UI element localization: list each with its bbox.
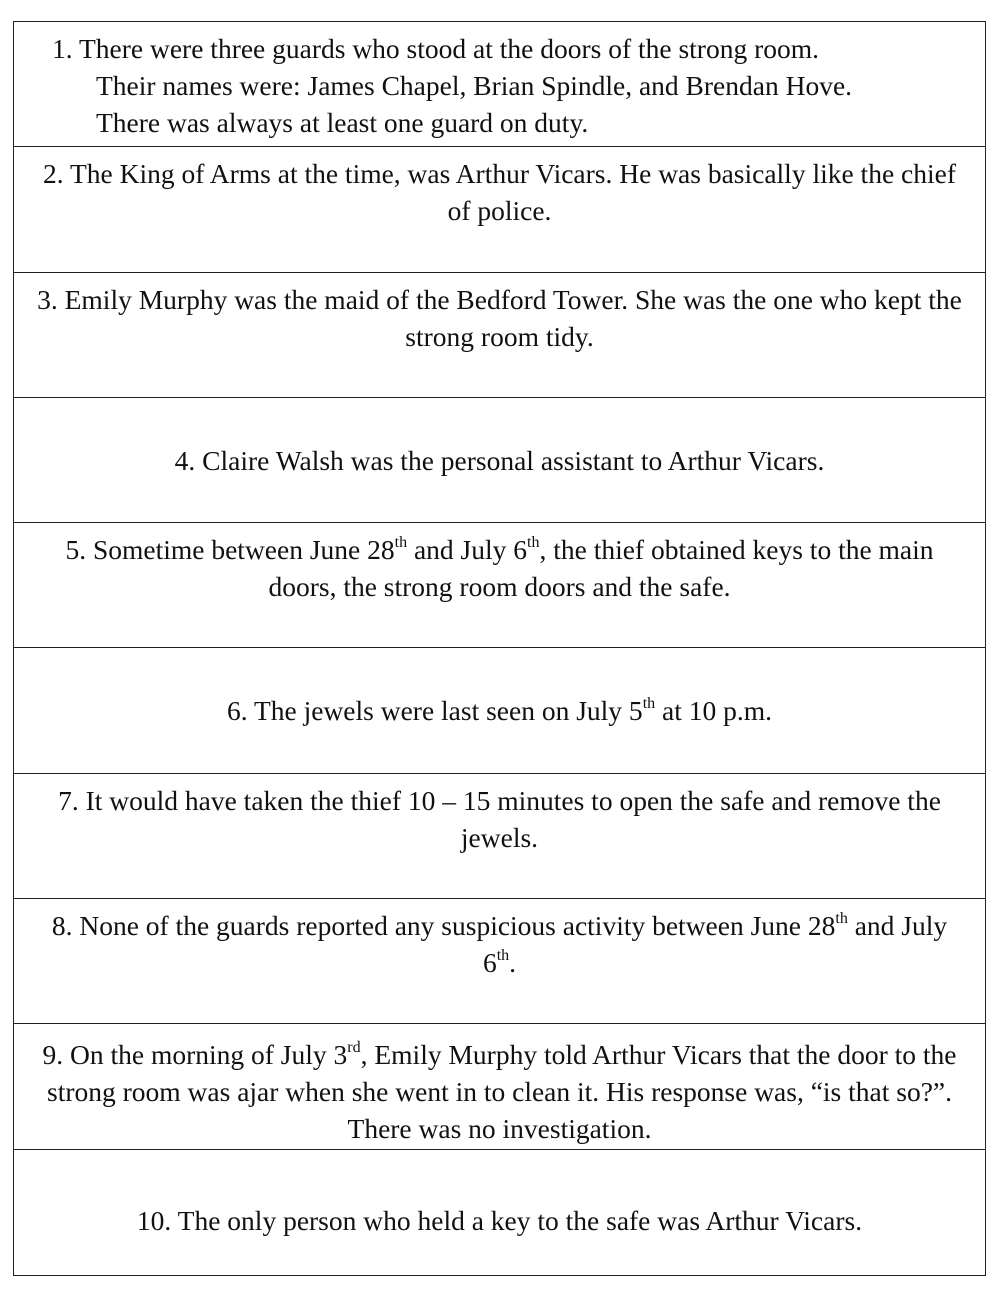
clue-card-2 xyxy=(14,147,985,272)
clue-card-10 xyxy=(14,1150,985,1275)
clue-card-6 xyxy=(14,648,985,773)
clue-text-9 xyxy=(24,1036,975,1147)
clue-text-3: 3. Emily Murphy was the maid of the Bedford Tower. She was the one who kept the strong room tidy. xyxy=(37,283,962,352)
clue-1-line-3: There was always at least one guard on duty. xyxy=(96,107,589,138)
clue-card-4 xyxy=(14,398,985,523)
clue-9-ordinal-1: rd xyxy=(347,1039,361,1057)
clue-1-line-1: 1. There were three guards who stood at the doors of the strong room. xyxy=(52,33,820,64)
clue-text-6 xyxy=(227,692,772,729)
clue-card-3 xyxy=(14,273,985,398)
clue-5-part-b: and July 6 xyxy=(407,534,528,566)
clue-5-ordinal-2: th xyxy=(527,534,540,552)
clue-text-2: 2. The King of Arms at the time, was Arthur Vicars. He was basically like the chief of police. xyxy=(42,158,956,227)
clue-table xyxy=(13,21,986,1276)
clue-9-part-a: 9. On the morning of July 3 xyxy=(42,1039,348,1071)
clue-text-8 xyxy=(32,907,967,981)
clue-9-part-b: , Emily Murphy told Arthur Vicars that the door to the strong room was ajar when she went in to clean it. His response was, “is that so?”. There was no investigation. xyxy=(47,1039,957,1145)
clue-text-5 xyxy=(32,531,967,605)
clue-text-4: 4. Claire Walsh was the personal assistant to Arthur Vicars. xyxy=(174,444,825,476)
clue-8-part-c: . xyxy=(509,947,517,979)
clue-5-ordinal-1: th xyxy=(394,534,408,552)
clue-card-8 xyxy=(14,899,985,1024)
clue-card-7 xyxy=(14,774,985,899)
clue-card-1 xyxy=(14,22,985,147)
clue-8-part-b: and July 6 xyxy=(482,910,948,979)
clue-6-part-b: at 10 p.m. xyxy=(655,695,773,727)
clue-6-ordinal-1: th xyxy=(642,694,656,712)
clue-5-part-c: , the thief obtained keys to the main doors, the strong room doors and the safe. xyxy=(268,534,934,603)
clue-text-10: 10. The only person who held a key to the safe was Arthur Vicars. xyxy=(136,1204,863,1236)
clue-8-ordinal-2: th xyxy=(496,946,510,964)
clue-6-part-a: 6. The jewels were last seen on July 5 xyxy=(226,695,643,727)
clue-card-5 xyxy=(14,523,985,648)
clue-8-part-a: 8. None of the guards reported any suspicious activity between June 28 xyxy=(51,910,836,942)
clue-8-ordinal-1: th xyxy=(835,909,848,927)
clue-5-part-a: 5. Sometime between June 28 xyxy=(65,534,395,566)
clue-1-line-2: Their names were: James Chapel, Brian Spindle, and Brendan Hove. xyxy=(96,70,853,101)
clue-card-9 xyxy=(14,1024,985,1149)
clue-text-7: 7. It would have taken the thief 10 – 15 minutes to open the safe and remove the jewels. xyxy=(58,784,941,853)
clue-text-1 xyxy=(32,30,852,141)
